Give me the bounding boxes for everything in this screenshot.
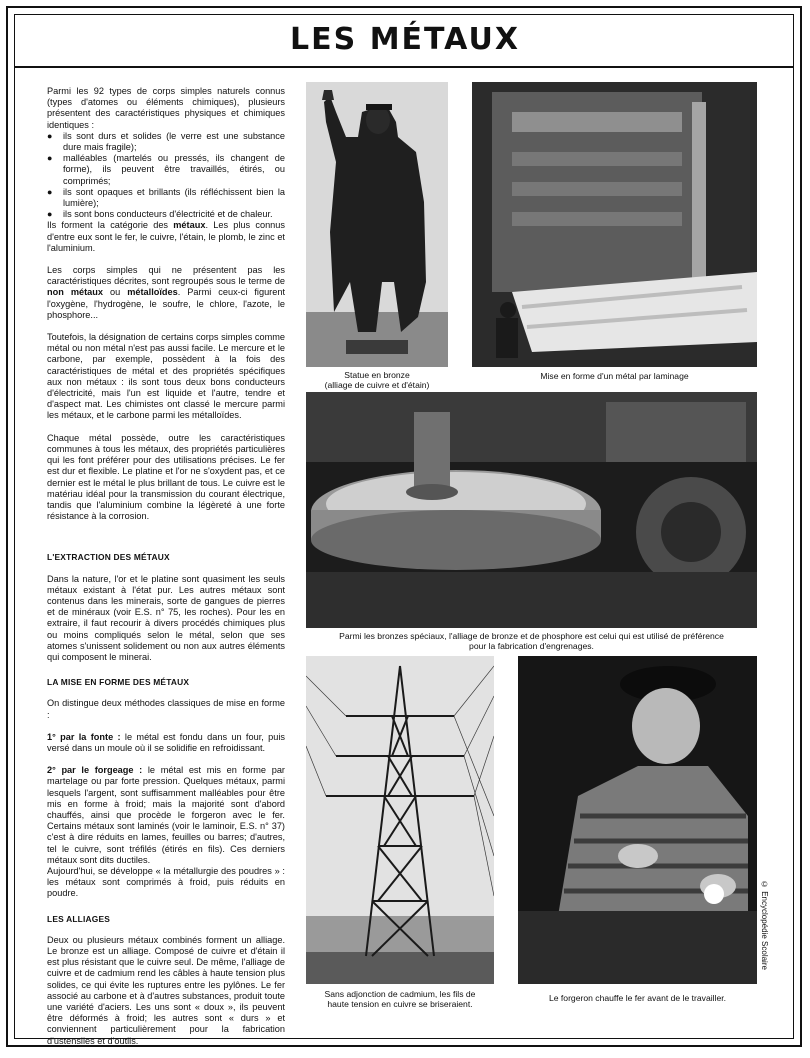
properties-list <box>47 131 285 221</box>
non-metaux-paragraph <box>47 265 285 321</box>
caption-line: Statue en bronze <box>344 370 410 380</box>
list-item: ● ils sont bons conducteurs d'électricité et de chaleur. <box>47 209 285 220</box>
alliages-paragraph: Deux ou plusieurs métaux combinés forment un alliage. Le bronze est un alliage. Composé de cuivre et d'étain il est plus résistant que le cuivre seul. De même, l'alliage de cuivre et de cadmium rend les câbles à haute tension plus solides, ce qui évite les ruptures entre les pylônes. Le fer associé au carbone et à d'autres substances, produit toute une variété d'aciers. Les uns sont « doux », ils peuvent être déformés à froid; les autres sont « durs » et conviennent particulièrement pour la fabrication d'ustensiles et d'outils. <box>47 934 285 1046</box>
section-heading-mise-en-forme: LA MISE EN FORME DES MÉTAUX <box>47 677 190 688</box>
text-run: le métal est fondu dans un four, puis versé dans un moule où il se solidifie en refroidissant. <box>47 731 285 753</box>
statue-photo <box>306 82 448 367</box>
forme-intro-paragraph: On distingue deux méthodes classiques de mise en forme : <box>47 698 285 720</box>
caption-line: Parmi les bronzes spéciaux, l'alliage de bronze et de phosphore est celui qui est utilisé de préférence <box>339 631 724 641</box>
fonte-label: 1° par la fonte : <box>47 731 121 742</box>
text-run: Ils forment la catégorie des <box>47 220 174 231</box>
engrenages-photo <box>306 392 757 628</box>
text-run: Les corps simples qui ne présentent pas les caractéristiques décrites, sont regroupés sous le terme de <box>47 265 285 287</box>
forgeron-photo <box>518 656 757 984</box>
forgeage-label: 2° par le forgeage : <box>47 765 143 776</box>
term-metalloides: métalloïdes <box>127 287 178 298</box>
fonte-paragraph <box>47 732 285 754</box>
poudres-paragraph: Aujourd'hui, se développe « la métallurgie des poudres » : les métaux sont comprimés à froid, puis réduits en poudre. <box>47 865 285 899</box>
caption-line: (alliage de cuivre et d'étain) <box>324 380 430 391</box>
laminage-photo <box>472 82 757 367</box>
text-column <box>47 86 285 1058</box>
list-item: ● malléables (martelés ou pressés, ils changent de forme), ils peuvent être travaillés, étirés, ou comprimés; <box>47 153 285 187</box>
engrenages-caption <box>300 631 763 652</box>
list-item: ● ils sont durs et solides (le verre est une substance dure mais fragile); <box>47 131 285 153</box>
intro-paragraph: Parmi les 92 types de corps simples naturels connus (types d'atomes ou éléments chimiques), plusieurs présentent des caractéristiques physiques et chimiques identiques : <box>47 86 285 130</box>
text-run: . Parmi ceux-ci figurent l'oxygène, l'hydrogène, le soufre, le chlore, l'azote, le phosphore... <box>47 287 286 320</box>
term-metaux: métaux <box>173 220 206 231</box>
forgeage-paragraph <box>47 765 285 866</box>
list-item: ● ils sont opaques et brillants (ils réfléchissent bien la lumière); <box>47 187 285 209</box>
pylone-caption <box>300 989 500 1010</box>
caption-line: haute tension en cuivre se briseraient. <box>327 999 473 1010</box>
section-heading-alliages: LES ALLIAGES <box>47 913 111 924</box>
page-title: LES MÉTAUX <box>290 22 520 57</box>
copyright-notice: © Encyclopédie Scolaire <box>760 880 769 970</box>
laminage-caption: Mise en forme d'un métal par laminage <box>540 371 689 381</box>
statue-caption <box>306 370 448 391</box>
proprietes-paragraph: Chaque métal possède, outre les caractéristiques communes à tous les métaux, des propriétés particulières qui les font préférer pour des utilisations précises. Le fer est dur et flexible. Le platine et l'or ne s'oxydent pas, et ce dernier est le métal le plus brillant de tous. Le cuivre est le matériau idéal pour la transmission du courant électrique, tandis que l'aluminium combine la légèreté à une forte résistance à la corrosion. <box>47 432 285 522</box>
extraction-paragraph: Dans la nature, l'or et le platine sont quasiment les seuls métaux existant à l'état pur. Les autres métaux sont contenus dans les minerais, sorte de gangues de pierres et de minéraux (voir E.S. n° 75, les roches). Pour les en extraire, il faut recourir à divers procédés chimiques plus ou moins compliqués selon le métal, selon que ses atomes s'unissent solidement ou non aux autres éléments qui composent le minerai. <box>47 573 285 662</box>
text-run: ou <box>103 287 128 298</box>
metaux-paragraph <box>47 220 285 254</box>
forgeron-caption: Le forgeron chauffe le fer avant de le travailler. <box>548 993 727 1003</box>
designation-paragraph: Toutefois, la désignation de certains corps simples comme métal ou non métal n'est pas aussi facile. Le mercure et le carbone, par exemple, possèdent à la fois des caractéristiques de métal et des propriétés spécifiques aux non métaux : ils sont tous deux bons conducteurs d'électricité, mais l'un est liquide et l'autre, tendre et d'aspect mat. Les chimistes ont classé le mercure parmi les métaux, et le carbone parmi les métalloïdes. <box>47 332 285 421</box>
caption-line: pour la fabrication d'engrenages. <box>469 641 594 652</box>
title-divider <box>14 66 794 68</box>
text-run: le métal est mis en forme par martelage ou par forte pression. Quelques métaux, parmi lesquels l'argent, sont suffisamment malléables pour être mis en forme à froid; mais la majorité sont d'abord chauffés, ainsi que procède le forgeron avec le fer. Certains métaux sont laminés (voir le laminoir, E.S. n° 37) c'est à dire réduits en lames, feuilles ou barres; d'autres, tel le cuivre, sont tréfilés (étirés en fils). Ces derniers métaux sont dits ductiles. <box>47 765 285 865</box>
caption-line: Sans adjonction de cadmium, les fils de <box>324 989 476 999</box>
term-non-metaux: non métaux <box>47 287 103 298</box>
pylone-photo <box>306 656 494 984</box>
section-heading-extraction: L'EXTRACTION DES MÉTAUX <box>47 552 170 563</box>
text-run: . Les plus connus d'entre eux sont le fer, le cuivre, l'étain, le plomb, le zinc et l'aluminium. <box>47 220 285 253</box>
